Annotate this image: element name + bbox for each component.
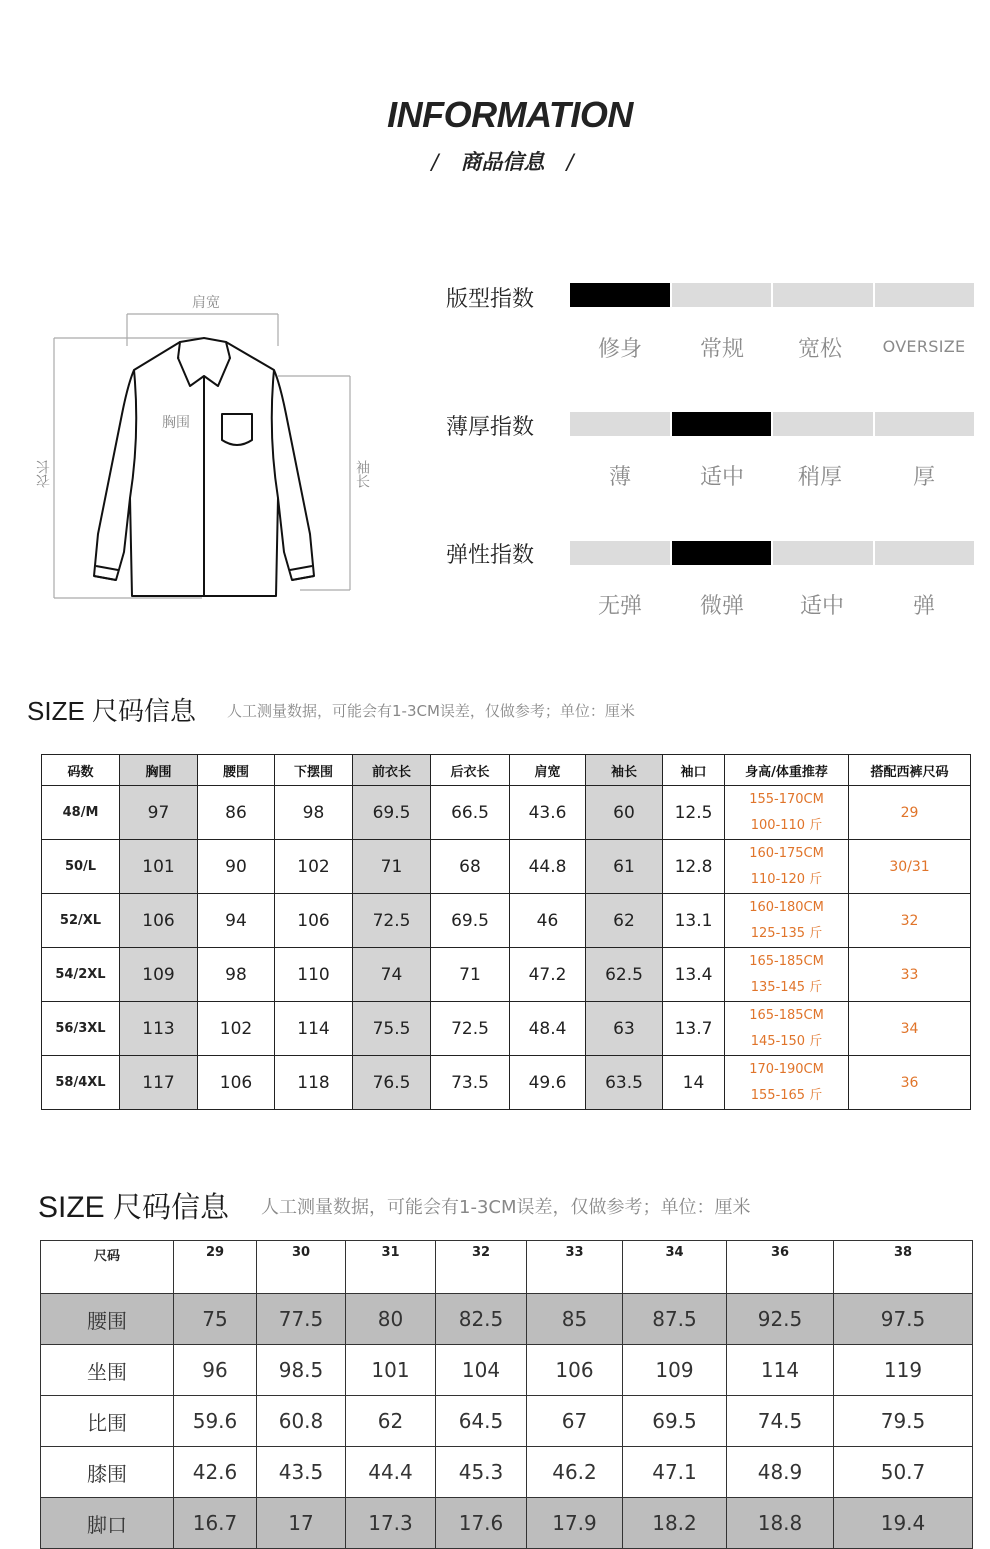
table-cell: 62.5: [586, 948, 663, 1002]
table-cell: 86: [198, 786, 275, 840]
pants-table-row: [41, 1396, 973, 1447]
elasticity-option-none: 无弹: [597, 594, 642, 619]
table-cell: 72.5: [353, 894, 431, 948]
table-cell: 76.5: [353, 1056, 431, 1110]
elasticity-option-slight: 微弹: [699, 594, 744, 619]
table-cell: 74.5: [727, 1396, 834, 1447]
table-cell: 59.6: [174, 1396, 257, 1447]
size-note-1: 人工测量数据，可能会有1-3CM误差，仅做参考；单位：厘米: [227, 702, 635, 720]
table-cell: 109: [120, 948, 198, 1002]
table-cell: 60.8: [257, 1396, 346, 1447]
cell-recommend: [725, 786, 849, 840]
recommend-weight: 100-110 斤: [750, 817, 823, 833]
fit-bar-seg-4: [875, 283, 974, 307]
pants-table-row: [41, 1447, 973, 1498]
th-chest: 胸围: [120, 755, 198, 786]
table-cell: 97.5: [834, 1294, 973, 1345]
page-subtitle: [0, 146, 990, 176]
th-hem: 下摆围: [275, 755, 353, 786]
recommend-weight: 135-145 斤: [750, 979, 823, 995]
thickness-bar-seg-3: [773, 412, 873, 436]
table-cell: 17.9: [527, 1498, 623, 1549]
table-cell: 45.3: [436, 1447, 527, 1498]
label-length: 衣长: [36, 460, 52, 488]
table-cell: 80: [346, 1294, 436, 1345]
table-cell: 62: [586, 894, 663, 948]
cell-size: 56/3XL: [42, 1002, 120, 1056]
label-chest: 胸围: [162, 415, 190, 431]
table-cell: 42.6: [174, 1447, 257, 1498]
pants-table-header-row: [41, 1241, 973, 1294]
table-cell: 73.5: [431, 1056, 510, 1110]
cell-pants-size: 33: [849, 948, 971, 1002]
fit-option-slim: 修身: [597, 337, 642, 362]
table-cell: 101: [346, 1345, 436, 1396]
index-title-elasticity: 弹性指数: [446, 543, 535, 568]
table-cell: 92.5: [727, 1294, 834, 1345]
row-label: 腰围: [41, 1294, 174, 1345]
row-label: 膝围: [41, 1447, 174, 1498]
label-sleeve: 袖长: [354, 460, 370, 488]
elasticity-bar-seg-3: [773, 541, 873, 565]
th-pants-corner: 尺码: [41, 1241, 174, 1294]
table-cell: 43.6: [510, 786, 586, 840]
table-cell: 14: [663, 1056, 725, 1110]
row-label: 脚口: [41, 1498, 174, 1549]
size-heading-2: [38, 1185, 229, 1226]
table-cell: 79.5: [834, 1396, 973, 1447]
row-label: 比围: [41, 1396, 174, 1447]
recommend-height: 170-190CM: [749, 1061, 824, 1077]
table-cell: 72.5: [431, 1002, 510, 1056]
thickness-bar-seg-2: [672, 412, 771, 436]
subtitle-text: 商品信息: [460, 150, 545, 174]
table-cell: 46: [510, 894, 586, 948]
size-heading-1-en: SIZE: [27, 696, 85, 726]
recommend-weight: 155-165 斤: [750, 1087, 823, 1103]
fit-bar-seg-3: [773, 283, 873, 307]
shirt-outline-icon: [30, 284, 370, 614]
table-cell: 71: [353, 840, 431, 894]
recommend-height: 160-180CM: [749, 899, 824, 915]
table-cell: 62: [346, 1396, 436, 1447]
table-cell: 110: [275, 948, 353, 1002]
cell-size: 52/XL: [42, 894, 120, 948]
elasticity-bar-seg-1: [570, 541, 670, 565]
table-cell: 117: [120, 1056, 198, 1110]
table-cell: 46.2: [527, 1447, 623, 1498]
table-cell: 18.8: [727, 1498, 834, 1549]
cell-recommend: [725, 948, 849, 1002]
table-cell: 94: [198, 894, 275, 948]
thickness-option-thick: 厚: [912, 465, 935, 490]
elasticity-bar-seg-2: [672, 541, 771, 565]
cell-pants-size: 30/31: [849, 840, 971, 894]
label-shoulder: 肩宽: [192, 295, 220, 311]
th-pants-36: 36: [727, 1241, 834, 1294]
thickness-bar-seg-4: [875, 412, 974, 436]
table-cell: 97: [120, 786, 198, 840]
elasticity-option-stretch: 弹: [912, 594, 935, 619]
shirt-table-row: [42, 786, 971, 840]
table-cell: 13.4: [663, 948, 725, 1002]
table-cell: 109: [623, 1345, 727, 1396]
table-cell: 13.1: [663, 894, 725, 948]
table-cell: 102: [275, 840, 353, 894]
table-cell: 119: [834, 1345, 973, 1396]
table-cell: 18.2: [623, 1498, 727, 1549]
recommend-height: 155-170CM: [749, 791, 824, 807]
shirt-table-row: [42, 840, 971, 894]
cell-pants-size: 29: [849, 786, 971, 840]
th-waist: 腰围: [198, 755, 275, 786]
cell-recommend: [725, 840, 849, 894]
table-cell: 85: [527, 1294, 623, 1345]
index-title-fit: 版型指数: [446, 287, 535, 312]
row-label: 坐围: [41, 1345, 174, 1396]
shirt-table-row: [42, 948, 971, 1002]
table-cell: 12.5: [663, 786, 725, 840]
table-cell: 71: [431, 948, 510, 1002]
size-heading-1: [27, 691, 196, 728]
table-cell: 118: [275, 1056, 353, 1110]
table-cell: 13.7: [663, 1002, 725, 1056]
table-cell: 48.4: [510, 1002, 586, 1056]
shirt-table-row: [42, 1056, 971, 1110]
thickness-option-slightly-thick: 稍厚: [797, 465, 842, 490]
table-cell: 17: [257, 1498, 346, 1549]
recommend-weight: 145-150 斤: [750, 1033, 823, 1049]
fit-option-regular: 常规: [699, 337, 744, 362]
table-cell: 12.8: [663, 840, 725, 894]
recommend-height: 165-185CM: [749, 1007, 824, 1023]
table-cell: 75.5: [353, 1002, 431, 1056]
shirt-table-row: [42, 1002, 971, 1056]
th-front-length: 前衣长: [353, 755, 431, 786]
size-note-2: 人工测量数据，可能会有1-3CM误差，仅做参考；单位：厘米: [261, 1197, 751, 1218]
table-cell: 106: [275, 894, 353, 948]
table-cell: 63: [586, 1002, 663, 1056]
table-cell: 60: [586, 786, 663, 840]
size-heading-2-cn: 尺码信息: [113, 1190, 230, 1224]
table-cell: 74: [353, 948, 431, 1002]
table-cell: 63.5: [586, 1056, 663, 1110]
table-cell: 17.3: [346, 1498, 436, 1549]
th-pants-34: 34: [623, 1241, 727, 1294]
table-cell: 98.5: [257, 1345, 346, 1396]
shirt-size-table: [41, 754, 971, 1110]
elasticity-option-medium: 适中: [799, 594, 844, 619]
th-pants-size: 搭配西裤尺码: [849, 755, 971, 786]
table-cell: 44.8: [510, 840, 586, 894]
recommend-weight: 110-120 斤: [750, 871, 823, 887]
pants-table-row: [41, 1498, 973, 1549]
shirt-diagram: [30, 284, 370, 614]
table-cell: 61: [586, 840, 663, 894]
thickness-option-thin: 薄: [608, 465, 631, 490]
th-pants-33: 33: [527, 1241, 623, 1294]
table-cell: 69.5: [431, 894, 510, 948]
th-pants-38: 38: [834, 1241, 973, 1294]
th-pants-30: 30: [257, 1241, 346, 1294]
subtitle-slash-right: /: [566, 150, 574, 174]
table-cell: 49.6: [510, 1056, 586, 1110]
table-cell: 75: [174, 1294, 257, 1345]
table-cell: 69.5: [623, 1396, 727, 1447]
thickness-bar-seg-1: [570, 412, 670, 436]
table-cell: 106: [198, 1056, 275, 1110]
table-cell: 19.4: [834, 1498, 973, 1549]
index-title-thickness: 薄厚指数: [446, 415, 535, 440]
fit-bar-seg-1: [570, 283, 670, 307]
shirt-table-row: [42, 894, 971, 948]
th-recommend: 身高/体重推荐: [725, 755, 849, 786]
table-cell: 64.5: [436, 1396, 527, 1447]
cell-recommend: [725, 1002, 849, 1056]
recommend-height: 160-175CM: [749, 845, 824, 861]
th-pants-31: 31: [346, 1241, 436, 1294]
shirt-table-header-row: [42, 755, 971, 786]
cell-size: 58/4XL: [42, 1056, 120, 1110]
cell-size: 50/L: [42, 840, 120, 894]
table-cell: 43.5: [257, 1447, 346, 1498]
th-pants-32: 32: [436, 1241, 527, 1294]
table-cell: 106: [527, 1345, 623, 1396]
pants-table-row: [41, 1294, 973, 1345]
recommend-weight: 125-135 斤: [750, 925, 823, 941]
cell-pants-size: 36: [849, 1056, 971, 1110]
size-heading-2-en: SIZE: [38, 1191, 105, 1224]
elasticity-bar-seg-4: [875, 541, 974, 565]
cell-pants-size: 34: [849, 1002, 971, 1056]
table-cell: 69.5: [353, 786, 431, 840]
table-cell: 16.7: [174, 1498, 257, 1549]
th-size: 码数: [42, 755, 120, 786]
table-cell: 77.5: [257, 1294, 346, 1345]
table-cell: 101: [120, 840, 198, 894]
table-cell: 50.7: [834, 1447, 973, 1498]
table-cell: 114: [275, 1002, 353, 1056]
table-cell: 98: [275, 786, 353, 840]
th-sleeve: 袖长: [586, 755, 663, 786]
table-cell: 47.1: [623, 1447, 727, 1498]
fit-option-oversize: OVERSIZE: [882, 337, 966, 356]
fit-option-loose: 宽松: [797, 337, 842, 362]
table-cell: 102: [198, 1002, 275, 1056]
table-cell: 44.4: [346, 1447, 436, 1498]
recommend-height: 165-185CM: [749, 953, 824, 969]
table-cell: 106: [120, 894, 198, 948]
table-cell: 66.5: [431, 786, 510, 840]
th-pants-29: 29: [174, 1241, 257, 1294]
table-cell: 98: [198, 948, 275, 1002]
table-cell: 82.5: [436, 1294, 527, 1345]
cell-size: 48/M: [42, 786, 120, 840]
table-cell: 17.6: [436, 1498, 527, 1549]
table-cell: 48.9: [727, 1447, 834, 1498]
thickness-option-medium: 适中: [699, 465, 744, 490]
page-title: INFORMATION: [387, 94, 633, 135]
cell-recommend: [725, 894, 849, 948]
fit-bar-seg-2: [672, 283, 771, 307]
size-heading-1-cn: 尺码信息: [92, 697, 197, 727]
pants-table-row: [41, 1345, 973, 1396]
table-cell: 96: [174, 1345, 257, 1396]
cell-pants-size: 32: [849, 894, 971, 948]
th-shoulder: 肩宽: [510, 755, 586, 786]
table-cell: 68: [431, 840, 510, 894]
table-cell: 90: [198, 840, 275, 894]
table-cell: 67: [527, 1396, 623, 1447]
cell-recommend: [725, 1056, 849, 1110]
table-cell: 47.2: [510, 948, 586, 1002]
th-cuff: 袖口: [663, 755, 725, 786]
pants-size-table: [40, 1240, 973, 1549]
table-cell: 114: [727, 1345, 834, 1396]
table-cell: 113: [120, 1002, 198, 1056]
table-cell: 104: [436, 1345, 527, 1396]
table-cell: 87.5: [623, 1294, 727, 1345]
subtitle-slash-left: /: [431, 150, 439, 174]
th-back-length: 后衣长: [431, 755, 510, 786]
cell-size: 54/2XL: [42, 948, 120, 1002]
